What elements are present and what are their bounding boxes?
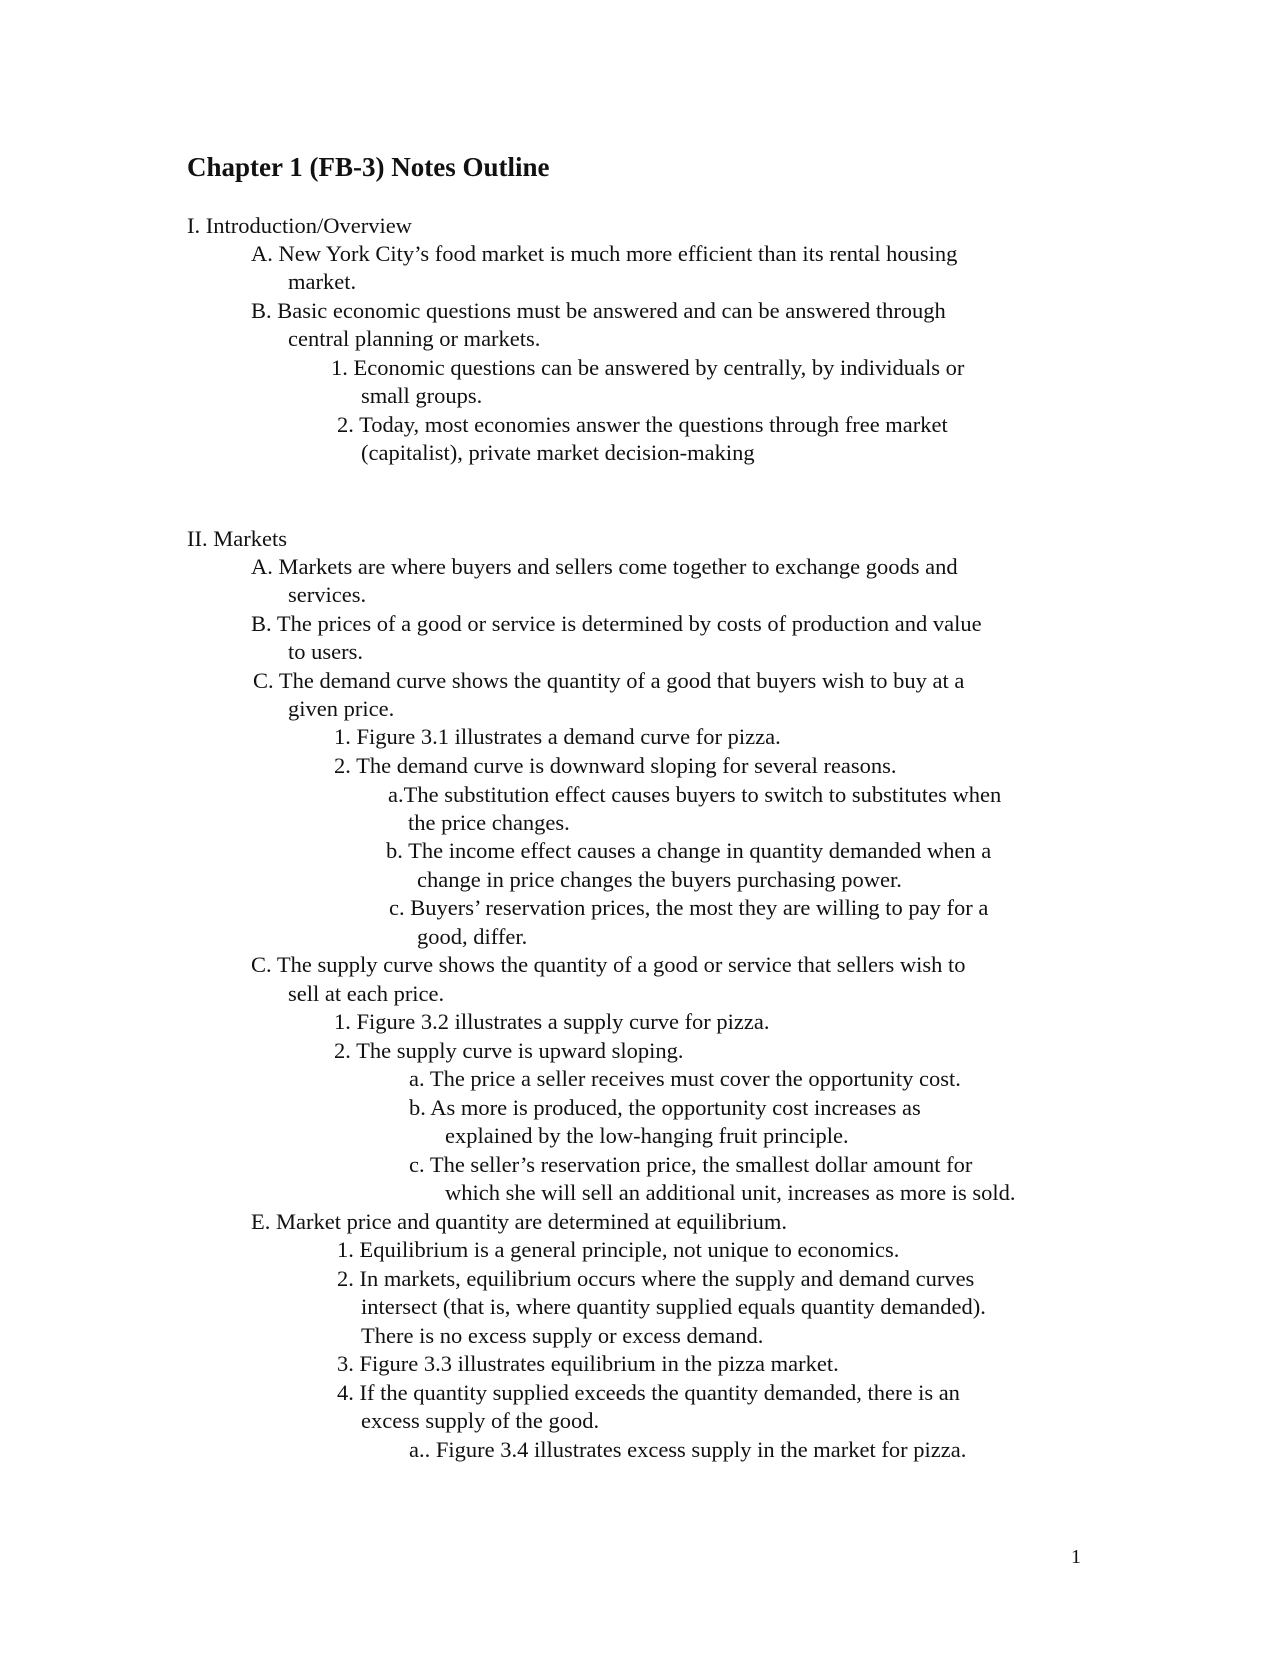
outline-item-continuation: central planning or markets. xyxy=(288,326,541,351)
outline-item-continuation: to users. xyxy=(288,639,363,664)
outline-subsubitem-continuation: explained by the low-hanging fruit principle. xyxy=(445,1123,849,1148)
outline-subitem-continuation: small groups. xyxy=(361,383,483,408)
outline-subsubitem: a.. Figure 3.4 illustrates excess supply in the market for pizza. xyxy=(409,1437,967,1462)
outline-item: A. New York City’s food market is much more efficient than its rental housing xyxy=(251,241,958,266)
outline-item-continuation: given price. xyxy=(288,696,395,721)
outline-item-continuation: market. xyxy=(288,269,357,294)
outline-subitem-continuation: intersect (that is, where quantity supplied equals quantity demanded). xyxy=(361,1294,986,1319)
outline-subsubitem: c. Buyers’ reservation prices, the most they are willing to pay for a xyxy=(389,895,989,920)
section-heading-markets: II. Markets xyxy=(187,526,287,551)
outline-item: C. The supply curve shows the quantity of a good or service that sellers wish to xyxy=(251,952,966,977)
outline-subsubitem-continuation: which she will sell an additional unit, increases as more is sold. xyxy=(445,1180,1016,1205)
outline-subsubitem-continuation: change in price changes the buyers purchasing power. xyxy=(417,867,902,892)
outline-item-continuation: sell at each price. xyxy=(288,981,445,1006)
outline-item: E. Market price and quantity are determined at equilibrium. xyxy=(251,1209,788,1234)
page-number: 1 xyxy=(1071,1546,1081,1568)
outline-subitem: 2. The supply curve is upward sloping. xyxy=(334,1038,684,1063)
outline-item: B. The prices of a good or service is determined by costs of production and value xyxy=(251,611,982,636)
outline-subitem-continuation: excess supply of the good. xyxy=(361,1408,600,1433)
outline-subitem: 3. Figure 3.3 illustrates equilibrium in the pizza market. xyxy=(337,1351,839,1376)
outline-subitem: 2. The demand curve is downward sloping for several reasons. xyxy=(334,753,897,778)
outline-subitem-continuation: (capitalist), private market decision-making xyxy=(361,440,755,465)
outline-subsubitem: c. The seller’s reservation price, the smallest dollar amount for xyxy=(409,1152,973,1177)
outline-subitem: 1. Figure 3.1 illustrates a demand curve for pizza. xyxy=(334,724,781,749)
outline-subsubitem: a.The substitution effect causes buyers to switch to substitutes when xyxy=(388,782,1002,807)
outline-subitem: 1. Equilibrium is a general principle, not unique to economics. xyxy=(337,1237,900,1262)
outline-subitem: 2. In markets, equilibrium occurs where the supply and demand curves xyxy=(337,1266,975,1291)
outline-subsubitem: b. The income effect causes a change in quantity demanded when a xyxy=(386,838,992,863)
outline-subsubitem: a. The price a seller receives must cover the opportunity cost. xyxy=(409,1066,961,1091)
page-title: Chapter 1 (FB-3) Notes Outline xyxy=(187,152,550,182)
outline-subitem: 1. Figure 3.2 illustrates a supply curve for pizza. xyxy=(334,1009,770,1034)
outline-item: B. Basic economic questions must be answered and can be answered through xyxy=(251,298,946,323)
outline-subitem: 4. If the quantity supplied exceeds the quantity demanded, there is an xyxy=(337,1380,960,1405)
outline-subsubitem-continuation: the price changes. xyxy=(408,810,570,835)
outline-subsubitem: b. As more is produced, the opportunity cost increases as xyxy=(409,1095,921,1120)
outline-item: A. Markets are where buyers and sellers come together to exchange goods and xyxy=(251,554,958,579)
outline-subitem: 1. Economic questions can be answered by centrally, by individuals or xyxy=(331,355,965,380)
outline-subitem: 2. Today, most economies answer the questions through free market xyxy=(337,412,948,437)
outline-subsubitem-continuation: good, differ. xyxy=(417,924,528,949)
outline-subitem-continuation: There is no excess supply or excess demand. xyxy=(361,1323,764,1348)
section-heading-introduction: I. Introduction/Overview xyxy=(187,213,412,238)
outline-item: C. The demand curve shows the quantity of a good that buyers wish to buy at a xyxy=(253,668,965,693)
outline-item-continuation: services. xyxy=(288,582,367,607)
